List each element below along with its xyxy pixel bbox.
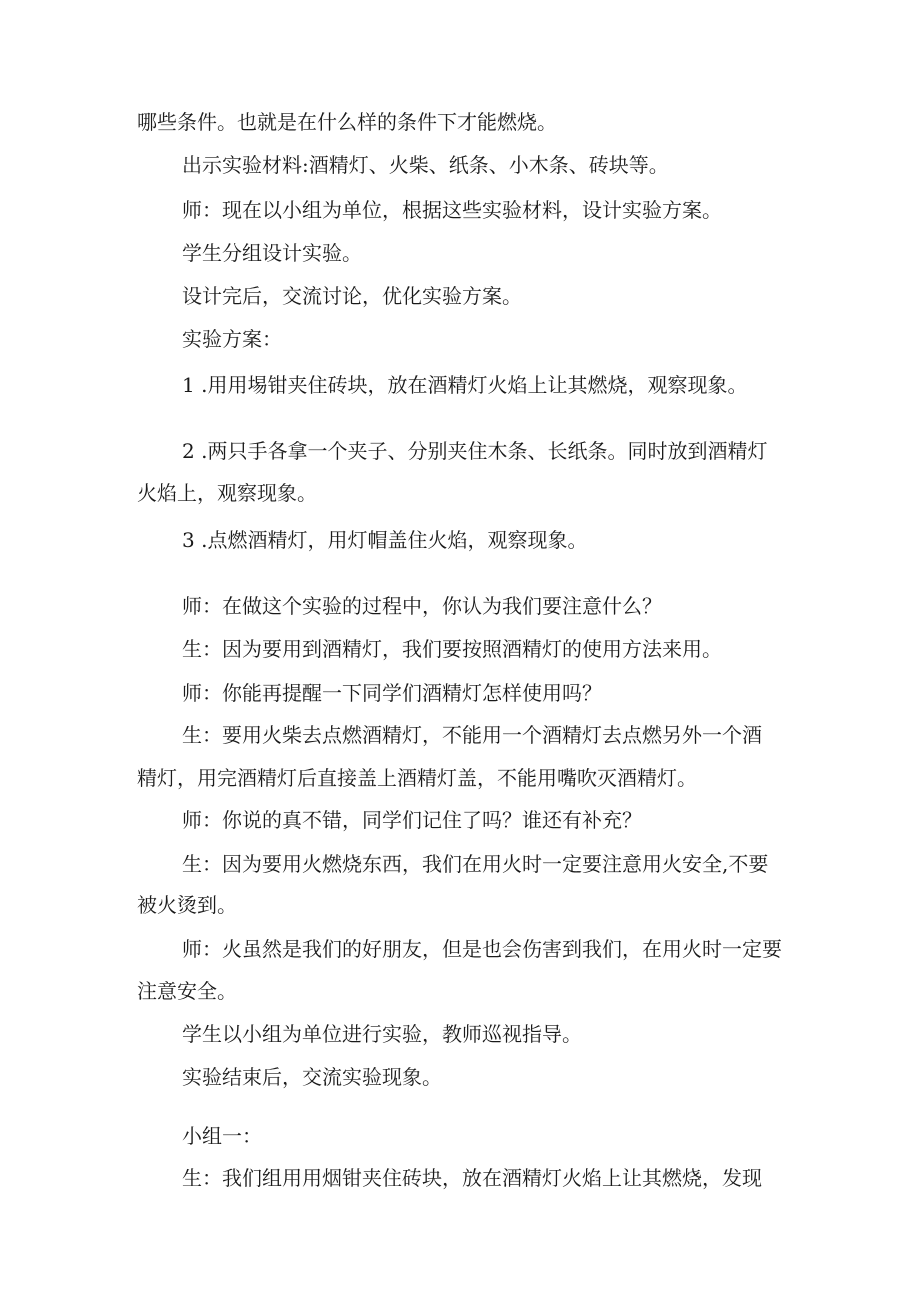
paragraph-line: 哪些条件。也就是在什么样的条件下才能燃烧。 (137, 110, 557, 134)
paragraph-line: 被火烫到。 (137, 893, 237, 917)
list-item: 2 .两只手各拿一个夹子、分别夹住木条、长纸条。同时放到酒精灯 (182, 439, 768, 463)
paragraph-line: 生：因为要用到酒精灯，我们要按照酒精灯的使用方法来用。 (182, 637, 722, 661)
paragraph-line: 实验方案： (182, 327, 282, 351)
list-item: 3 .点燃酒精灯，用灯帽盖住火焰，观察现象。 (182, 528, 588, 552)
paragraph-line: 学生以小组为单位进行实验，教师巡视指导。 (182, 1022, 582, 1046)
paragraph-line: 注意安全。 (137, 979, 237, 1003)
paragraph-line: 精灯，用完酒精灯后直接盖上酒精灯盖，不能用嘴吹灭酒精灯。 (137, 766, 697, 790)
paragraph-line: 师：你能再提醒一下同学们酒精灯怎样使用吗？ (182, 681, 602, 705)
paragraph-line: 设计完后，交流讨论，优化实验方案。 (182, 284, 522, 308)
paragraph-line: 师：你说的真不错，同学们记住了吗？谁还有补充？ (182, 808, 642, 832)
paragraph-line: 师：火虽然是我们的好朋友，但是也会伤害到我们，在用火时一定要 (182, 937, 782, 961)
paragraph-line: 学生分组设计实验。 (182, 241, 362, 265)
paragraph-line: 师：现在以小组为单位，根据这些实验材料，设计实验方案。 (182, 198, 722, 222)
paragraph-line: 生：要用火柴去点燃酒精灯，不能用一个酒精灯去点燃另外一个酒 (182, 723, 762, 747)
paragraph-line: 师：在做这个实验的过程中，你认为我们要注意什么？ (182, 594, 662, 618)
paragraph-line: 出示实验材料:酒精灯、火柴、纸条、小木条、砖块等。 (182, 153, 669, 177)
paragraph-line: 小组一： (182, 1124, 262, 1148)
paragraph-line: 生：因为要用火燃烧东西，我们在用火时一定要注意用火安全,不要 (182, 852, 769, 876)
paragraph-line: 生：我们组用用烟钳夹住砖块，放在酒精灯火焰上让其燃烧，发现 (182, 1166, 762, 1190)
paragraph-line: 火焰上，观察现象。 (137, 481, 317, 505)
paragraph-line: 实验结束后，交流实验现象。 (182, 1065, 442, 1089)
list-item: 1 .用用埸钳夹住砖块，放在酒精灯火焰上让其燃烧，观察现象。 (182, 373, 748, 397)
